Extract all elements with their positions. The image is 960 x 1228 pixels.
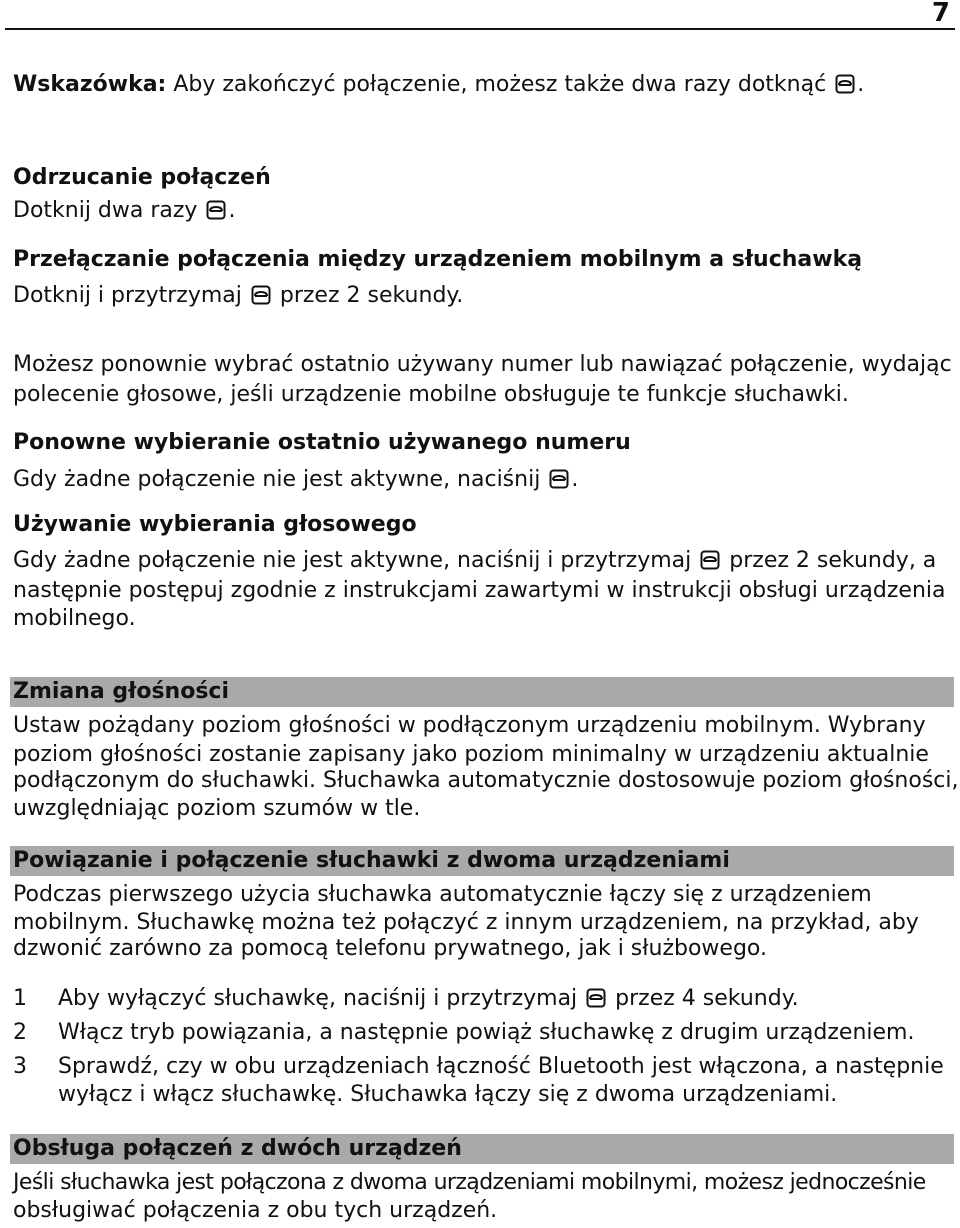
volume-section-bar [10, 677, 954, 707]
pairing-section-title: Powiązanie i połączenie słuchawki z dwoma urządzeniami [13, 848, 730, 873]
redial-heading: Ponowne wybieranie ostatnio używanego numeru [13, 430, 631, 455]
step-text-before: Aby wyłączyć słuchawkę, naciśnij i przytrzymaj [58, 986, 578, 1011]
header-rule [5, 28, 955, 30]
tip-label: Wskazówka: [13, 72, 167, 97]
switch-text [13, 281, 948, 311]
voice-line-3: mobilnego. [13, 606, 136, 631]
page-number: 7 [931, 0, 950, 28]
pairing-line-3: dzwonić zarówno za pomocą telefonu prywatnego, jak i służbowego. [13, 936, 767, 961]
phone-handset-icon [251, 285, 271, 305]
volume-line-1: Ustaw pożądany poziom głośności w podłączonym urządzeniu mobilnym. Wybrany [13, 713, 926, 738]
redial-end: . [571, 467, 579, 492]
voice-heading: Używanie wybierania głosowego [13, 512, 417, 537]
reject-end: . [228, 198, 236, 223]
phone-handset-icon [835, 74, 855, 94]
two-devices-line-1: Jeśli słuchawka jest połączona z dwoma urządzeniami mobilnymi, możesz jednocześnie [13, 1170, 926, 1195]
switch-text-after: przez 2 sekundy. [279, 283, 464, 308]
step-text-line-1: Sprawdź, czy w obu urządzeniach łączność Bluetooth jest włączona, a następnie [58, 1054, 944, 1079]
voice-line-1 [13, 546, 948, 576]
pairing-line-1: Podczas pierwszego użycia słuchawka automatycznie łączy się z urządzeniem [13, 882, 872, 907]
pairing-line-2: mobilnym. Słuchawkę można też połączyć z innym urządzeniem, na przykład, aby [13, 910, 919, 935]
intro-line-1: Możesz ponownie wybrać ostatnio używany numer lub nawiązać połączenie, wydając [13, 352, 952, 377]
phone-handset-icon [206, 200, 226, 220]
step-text-line-2: wyłącz i włącz słuchawkę. Słuchawka łączy się z dwoma urządzeniami. [58, 1082, 838, 1107]
tip-paragraph [13, 70, 948, 100]
pairing-section-bar [10, 846, 954, 876]
voice-line-1-after: przez 2 sekundy, a [729, 548, 937, 573]
tip-text: Aby zakończyć połączenie, możesz także dwa razy dotknąć [173, 72, 827, 97]
step-text [58, 984, 799, 1014]
tip-end: . [857, 72, 865, 97]
volume-line-3: podłączonym do słuchawki. Słuchawka automatycznie dostosowuje poziom głośności, [13, 768, 959, 793]
phone-handset-icon [586, 988, 606, 1008]
two-devices-section-title: Obsługa połączeń z dwóch urządzeń [13, 1136, 462, 1161]
volume-section-title: Zmiana głośności [13, 679, 230, 704]
two-devices-line-2: obsługiwać połączenia z obu tych urządzeń. [13, 1198, 498, 1223]
redial-text-label: Gdy żadne połączenie nie jest aktywne, naciśnij [13, 467, 541, 492]
phone-handset-icon [549, 469, 569, 489]
phone-handset-icon [700, 550, 720, 570]
step-number: 3 [13, 1054, 27, 1079]
voice-line-2: następnie postępuj zgodnie z instrukcjami zawartymi w instrukcji obsługi urządzenia [13, 578, 946, 603]
step-text-after: przez 4 sekundy. [615, 986, 799, 1011]
switch-text-before: Dotknij i przytrzymaj [13, 283, 242, 308]
step-number: 1 [13, 986, 27, 1011]
switch-heading: Przełączanie połączenia między urządzeniem mobilnym a słuchawką [13, 247, 863, 272]
two-devices-section-bar [10, 1134, 954, 1164]
reject-text-label: Dotknij dwa razy [13, 198, 198, 223]
intro-line-2: polecenie głosowe, jeśli urządzenie mobilne obsługuje te funkcje słuchawki. [13, 382, 849, 407]
volume-line-2: poziom głośności zostanie zapisany jako poziom minimalny w urządzeniu aktualnie [13, 742, 929, 767]
reject-heading: Odrzucanie połączeń [13, 165, 271, 190]
volume-line-4: uwzględniając poziom szumów w tle. [13, 796, 421, 821]
reject-text [13, 196, 948, 226]
redial-text [13, 465, 948, 495]
voice-line-1-before: Gdy żadne połączenie nie jest aktywne, naciśnij i przytrzymaj [13, 548, 692, 573]
step-text: Włącz tryb powiązania, a następnie powiąż słuchawkę z drugim urządzeniem. [58, 1020, 915, 1045]
step-number: 2 [13, 1020, 27, 1045]
